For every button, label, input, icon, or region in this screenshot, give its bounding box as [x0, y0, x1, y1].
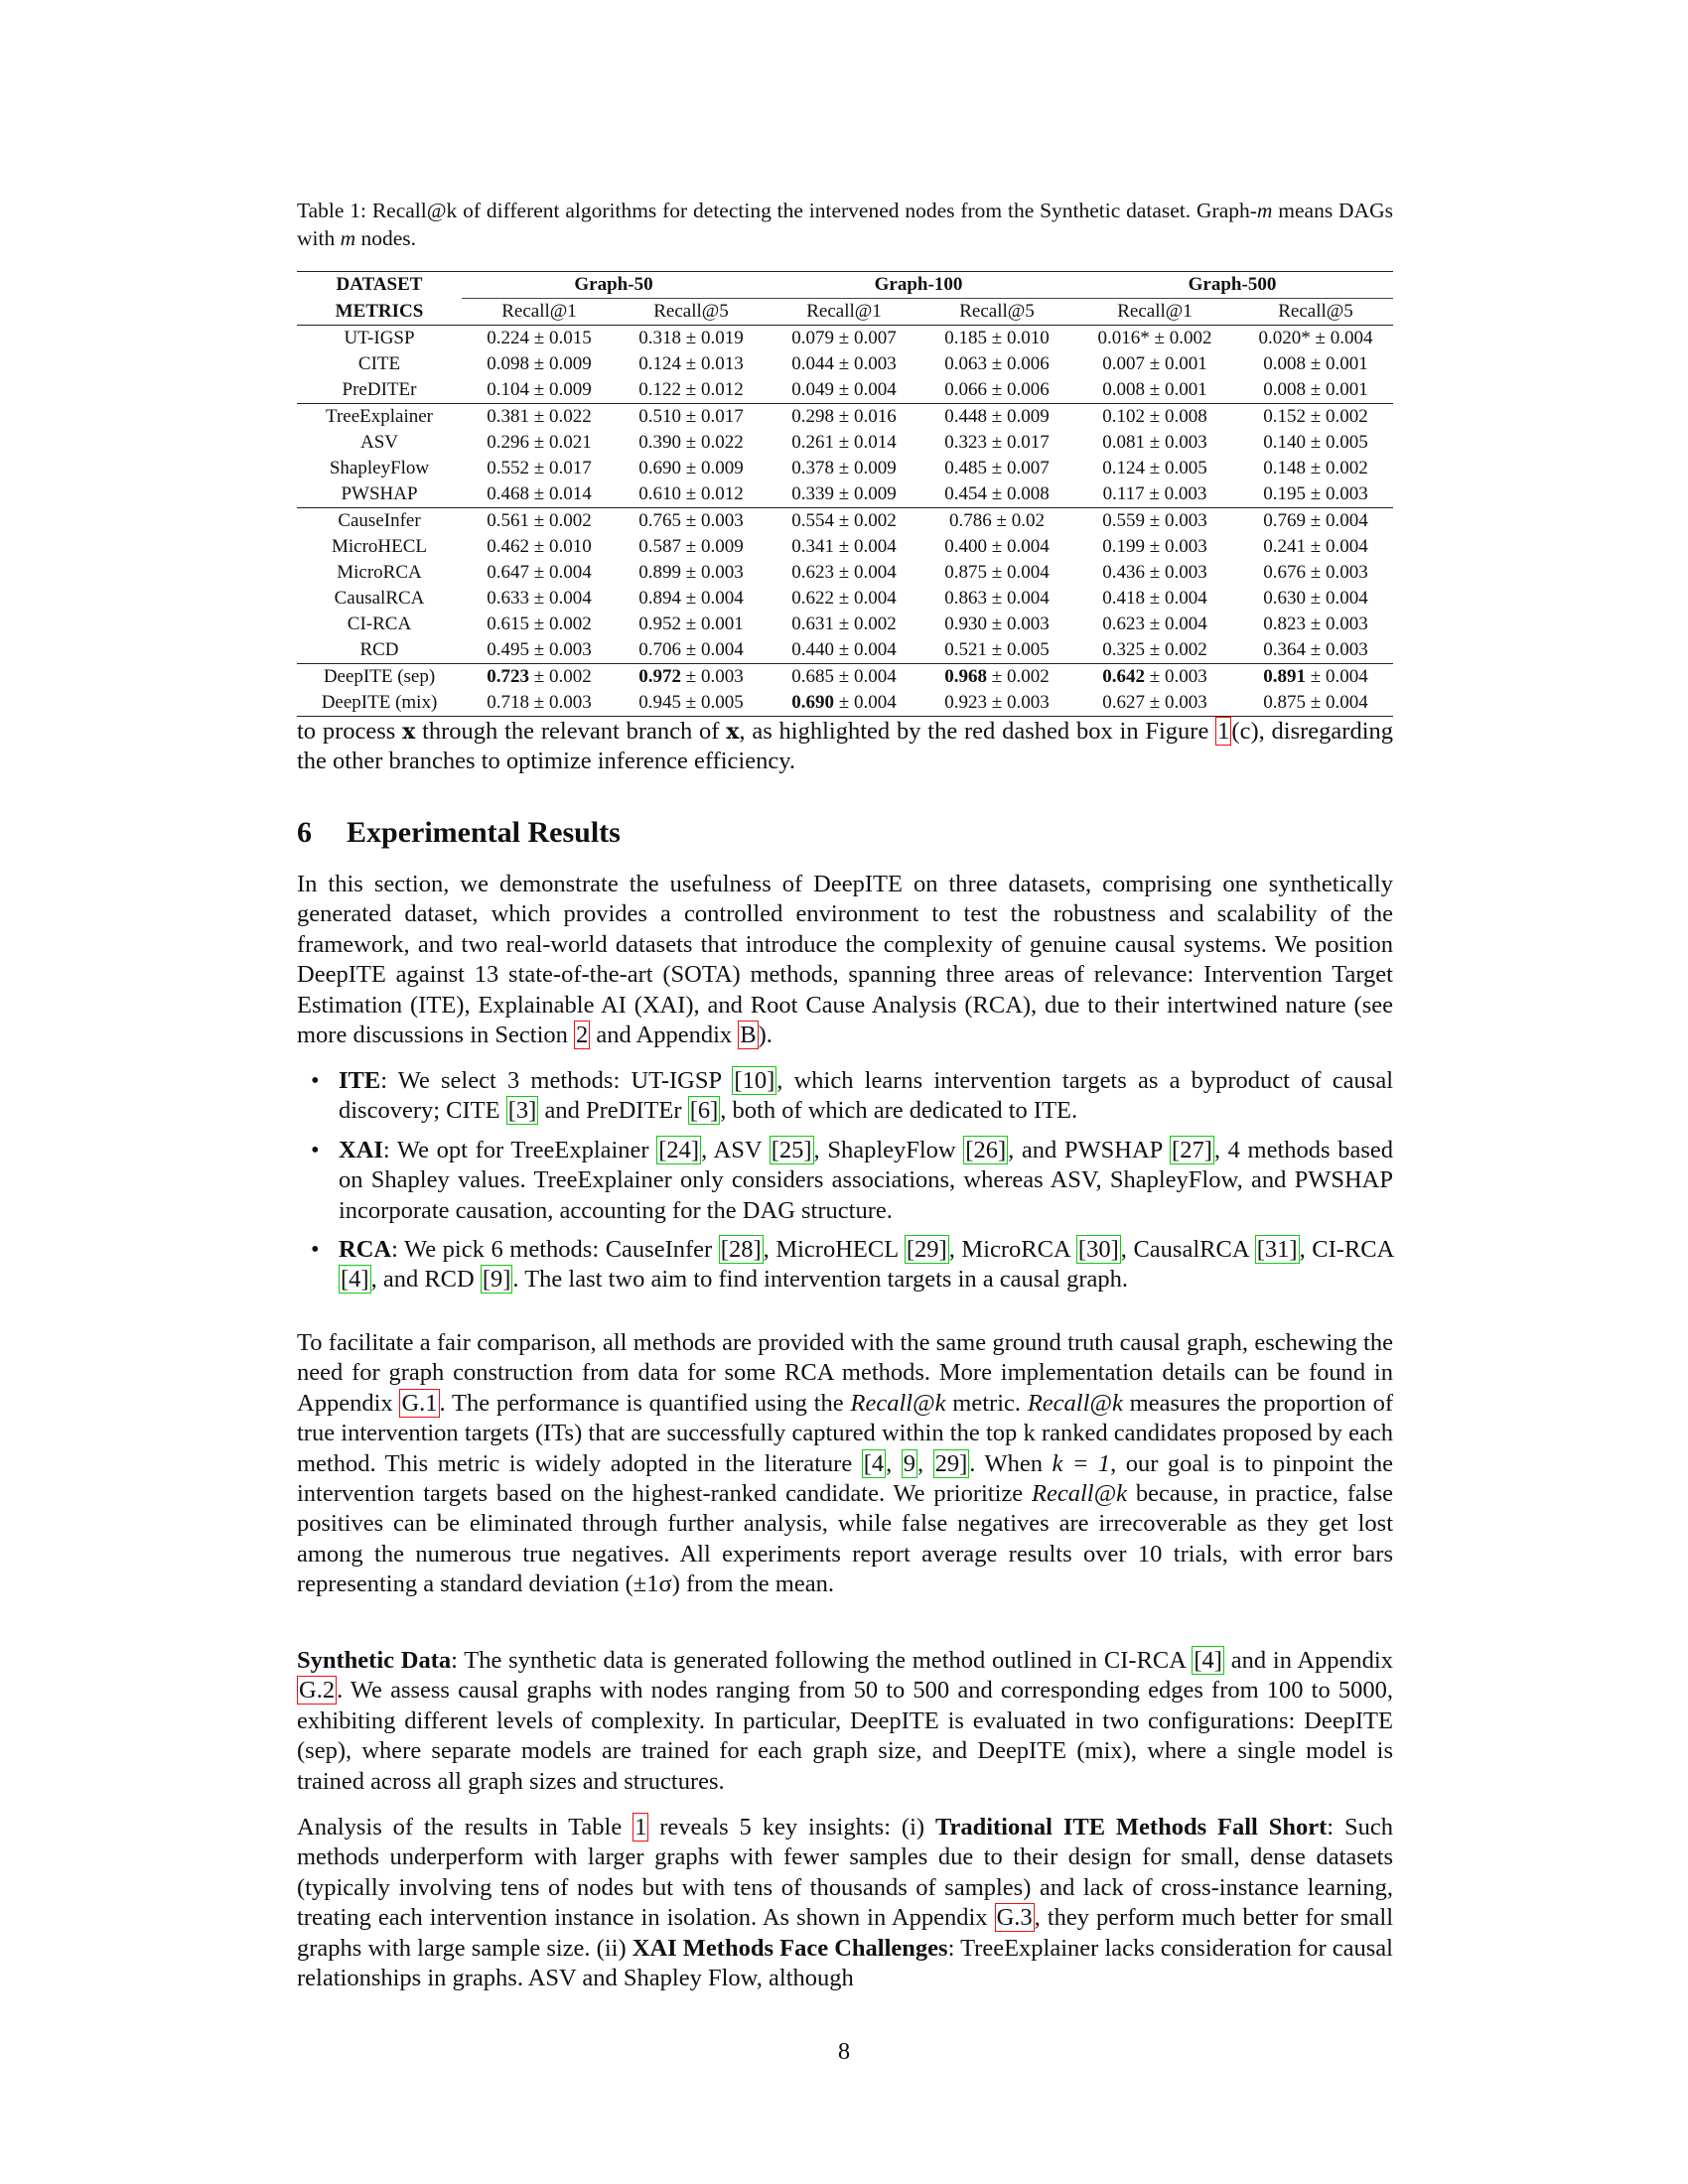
- text: : We pick 6 methods: CauseInfer: [391, 1236, 719, 1264]
- list-item-ite: [297, 1066, 1393, 1127]
- table-cell: 0.436 ± 0.003: [1102, 562, 1207, 583]
- table-cell: 0.325 ± 0.002: [1102, 639, 1207, 660]
- section-title: Experimental Results: [347, 816, 621, 849]
- metric-header: Recall@1: [1071, 299, 1238, 326]
- bullet-icon: •: [311, 1067, 320, 1094]
- table-cell: 0.261 ± 0.014: [791, 432, 897, 453]
- citation-link[interactable]: [6]: [689, 1097, 719, 1125]
- table-cell: 0.152 ± 0.002: [1238, 404, 1393, 431]
- table-cell: 0.400 ± 0.004: [944, 536, 1050, 557]
- text: : We opt for TreeExplainer: [382, 1136, 657, 1163]
- table-cell: 0.875 ± 0.004: [1238, 690, 1393, 717]
- method-name: PWSHAP: [341, 483, 418, 504]
- text: To facilitate a fair comparison, all methods are provided with the same ground truth causal graph, eschewing the need for graph construction from data for some RCA methods. More implementation details can be found in Appendix: [297, 1329, 1393, 1417]
- table-cell: 0.627 ± 0.003: [1071, 690, 1238, 717]
- metrics-header: METRICS: [297, 299, 462, 326]
- appendix-link[interactable]: G.1: [401, 1389, 438, 1417]
- table-cell: 0.468 ± 0.014: [487, 483, 592, 504]
- table-cell: 0.224 ± 0.015: [487, 328, 592, 348]
- table-row: [297, 534, 1393, 560]
- paragraph-head: Synthetic Data: [297, 1647, 452, 1674]
- table-row: [297, 637, 1393, 664]
- table-cell: 0.381 ± 0.022: [462, 404, 617, 431]
- caption-text: nodes.: [355, 226, 417, 250]
- section-link[interactable]: 2: [576, 1022, 589, 1049]
- table-cell: 0.633 ± 0.004: [487, 588, 592, 609]
- table-cell: 0.894 ± 0.004: [638, 588, 744, 609]
- table-cell: 0.339 ± 0.009: [791, 483, 897, 504]
- citation-link[interactable]: [25]: [771, 1136, 812, 1163]
- method-name: CITE: [357, 353, 401, 374]
- group-header: Graph-100: [766, 272, 1071, 299]
- metric-header: Recall@1: [462, 299, 617, 326]
- citation-link[interactable]: [3]: [507, 1097, 537, 1125]
- table-cell: 0.199 ± 0.003: [1102, 536, 1207, 557]
- table-row: [297, 430, 1393, 456]
- table-cell: 0.495 ± 0.003: [487, 639, 592, 660]
- table-cell: 0.066 ± 0.006: [944, 379, 1050, 400]
- citation-link[interactable]: [4]: [341, 1266, 369, 1294]
- results-table: [297, 271, 1393, 717]
- insight-head: XAI Methods Face Challenges: [632, 1934, 948, 1962]
- paragraph-setup: [297, 1328, 1393, 1600]
- table-cell: 0.561 ± 0.002: [462, 508, 617, 535]
- table-cell: 0.079 ± 0.007: [791, 328, 897, 348]
- text: . When: [969, 1449, 1053, 1477]
- bullet-icon: •: [311, 1236, 320, 1264]
- table-cell: 0.341 ± 0.004: [791, 536, 897, 557]
- text: , 4 methods based on Shapley values. TreeExplainer only considers associations, whereas ASV, ShapleyFlow, and PWSHAP incorporate causation, accounting for the DAG structure.: [339, 1136, 1393, 1224]
- method-name: CI-RCA: [347, 614, 412, 634]
- text: , as highlighted by the red dashed box in Figure: [739, 718, 1216, 745]
- table-cell: 0.049 ± 0.004: [791, 379, 897, 400]
- metric-header: Recall@5: [922, 299, 1071, 326]
- metric-name: Recall@k: [1027, 1389, 1123, 1417]
- text: , MicroHECL: [763, 1236, 905, 1264]
- text: : We select 3 methods: UT-IGSP: [380, 1067, 733, 1094]
- paragraph-intro: [297, 870, 1393, 1050]
- text: and PreDITEr: [538, 1097, 688, 1125]
- table-cell: 0.323 ± 0.017: [944, 432, 1050, 453]
- table-row: [297, 351, 1393, 377]
- table-cell: 0.104 ± 0.009: [487, 379, 592, 400]
- table-cell: 0.676 ± 0.003: [1263, 562, 1368, 583]
- table-cell: 0.378 ± 0.009: [791, 458, 897, 478]
- text: , CausalRCA: [1120, 1236, 1255, 1264]
- text: , and RCD: [370, 1266, 481, 1294]
- text: : The synthetic data is generated following the method outlined in CI-RCA: [451, 1647, 1193, 1674]
- text: metric.: [945, 1389, 1028, 1417]
- table-cell: 0.690 ± 0.009: [638, 458, 744, 478]
- table-cell: 0.972 ± 0.003: [617, 664, 766, 691]
- table-cell: 0.647 ± 0.004: [487, 562, 592, 583]
- text: , and PWSHAP: [1008, 1136, 1171, 1163]
- caption-text: means DAGs with: [297, 199, 1393, 250]
- table-cell: 0.685 ± 0.004: [766, 664, 922, 691]
- appendix-link[interactable]: G.3: [996, 1904, 1033, 1932]
- citation-link[interactable]: [10]: [734, 1067, 775, 1094]
- table-cell: 0.631 ± 0.002: [791, 614, 897, 634]
- math-var: x: [402, 719, 416, 745]
- table-cell: 0.875 ± 0.004: [944, 562, 1050, 583]
- list-item-head: RCA: [339, 1236, 392, 1264]
- method-name: ShapleyFlow: [329, 458, 430, 478]
- table-cell: 0.124 ± 0.013: [638, 353, 744, 374]
- metric-header: Recall@5: [1238, 299, 1393, 326]
- text: . We assess causal graphs with nodes ranging from 50 to 500 and corresponding edges from 100 to 5000, exhibiting different levels of complexity. In particular, DeepITE is evaluated in two configurations: DeepITE (sep), where separate models are trained for each graph size, and DeepITE (mix), where a single model is trained across all graph sizes and structures.: [297, 1677, 1393, 1795]
- group-header: Graph-50: [462, 272, 766, 299]
- table-cell: 0.930 ± 0.003: [944, 614, 1050, 634]
- metric-header: Recall@1: [766, 299, 922, 326]
- table-cell: 0.448 ± 0.009: [922, 404, 1071, 431]
- table-cell: 0.630 ± 0.004: [1263, 588, 1368, 609]
- table-row: [297, 481, 1393, 508]
- appendix-link[interactable]: B: [740, 1022, 757, 1049]
- section-heading: [297, 816, 621, 850]
- text: Analysis of the results in Table: [297, 1814, 633, 1841]
- metric-header: Recall@5: [617, 299, 766, 326]
- table-cell: 0.891 ± 0.004: [1238, 664, 1393, 691]
- table-cell: 0.623 ± 0.004: [1102, 614, 1207, 634]
- method-name: PreDITEr: [342, 379, 417, 400]
- table-cell: 0.765 ± 0.003: [617, 508, 766, 535]
- table-cell: 0.615 ± 0.002: [487, 614, 592, 634]
- table-row: [297, 612, 1393, 637]
- table-cell: 0.454 ± 0.008: [944, 483, 1050, 504]
- table-caption: [297, 197, 1393, 252]
- results-table-body: [297, 326, 1393, 717]
- text: : Such methods underperform with larger graphs with fewer samples due to their design for small, dense datasets (typically involving tens of nodes but with tens of thousands of samples) and lack of cross-instance learning, treating each intervention instance in isolation. As shown in Appendix: [297, 1814, 1394, 1932]
- table-cell: 0.769 ± 0.004: [1238, 508, 1393, 535]
- text: , which learns intervention targets as a byproduct of causal discovery; CITE: [339, 1067, 1394, 1125]
- table-cell: 0.968 ± 0.002: [922, 664, 1071, 691]
- table-cell: 0.945 ± 0.005: [617, 690, 766, 717]
- table-cell: 0.718 ± 0.003: [462, 690, 617, 717]
- table-row: [297, 690, 1393, 717]
- text: (c), disregarding the other branches to optimize inference efficiency.: [297, 718, 1393, 775]
- paragraph-synthetic: [297, 1646, 1393, 1797]
- text: , MicroRCA: [948, 1236, 1076, 1264]
- table-cell: 0.140 ± 0.005: [1263, 432, 1368, 453]
- method-name: DeepITE (mix): [297, 690, 462, 717]
- methods-list: [297, 1066, 1393, 1304]
- insight-head: Traditional ITE Methods Fall Short: [934, 1814, 1328, 1841]
- text: to process: [297, 718, 403, 745]
- text: . The performance is quantified using the: [439, 1389, 851, 1417]
- table-cell: 0.081 ± 0.003: [1102, 432, 1207, 453]
- table-cell: 0.559 ± 0.003: [1071, 508, 1238, 535]
- table-cell: 0.148 ± 0.002: [1263, 458, 1368, 478]
- paragraph-continuation: [297, 717, 1393, 777]
- table-row: [297, 377, 1393, 404]
- table-cell: 0.296 ± 0.021: [487, 432, 592, 453]
- table-cell: 0.690 ± 0.004: [766, 690, 922, 717]
- section-number: 6: [297, 816, 312, 849]
- table-cell: 0.016* ± 0.002: [1097, 328, 1212, 348]
- text: In this section, we demonstrate the usefulness of DeepITE on three datasets, comprising one synthetically generated dataset, which provides a controlled environment to test the robustness and scalability of the framework, and two real-world datasets that introduce the complexity of genuine causal systems. We position DeepITE against 13 state-of-the-art (SOTA) methods, spanning three areas of relevance: Intervention Target Estimation (ITE), Explainable AI (XAI), and Root Cause Analysis (RCA), due to their intertwined nature (see more discussions in Section: [297, 871, 1393, 1049]
- citation-link[interactable]: [4]: [1194, 1647, 1222, 1674]
- text: , ASV: [701, 1136, 770, 1163]
- dataset-header: DATASET: [297, 272, 462, 299]
- table-cell: 0.462 ± 0.010: [487, 536, 592, 557]
- text: , ShapleyFlow: [813, 1136, 964, 1163]
- text: ).: [758, 1022, 773, 1049]
- text: : TreeExplainer lacks consideration for causal relationships in graphs. ASV and Shapley Flow, although: [297, 1934, 1393, 1992]
- text: because, in practice, false positives can be eliminated through further analysis, while false negatives are irrecoverable as they get lost among the numerous true negatives. All experiments report average results over 10 trials, with error bars representing a standard deviation (±1σ) from the mean.: [297, 1480, 1393, 1598]
- method-name: DeepITE (sep): [297, 664, 462, 691]
- table-row: [297, 586, 1393, 612]
- table-cell: 0.008 ± 0.001: [1102, 379, 1207, 400]
- table-cell: 0.124 ± 0.005: [1102, 458, 1207, 478]
- table-cell: 0.552 ± 0.017: [487, 458, 592, 478]
- list-item-xai: [297, 1136, 1393, 1226]
- table-cell: 0.642 ± 0.003: [1071, 664, 1238, 691]
- table-cell: 0.185 ± 0.010: [944, 328, 1050, 348]
- table-row: [297, 508, 1393, 535]
- text: ,: [886, 1449, 902, 1477]
- list-item-rca: [297, 1235, 1393, 1296]
- citation-link[interactable]: [4: [863, 1449, 885, 1477]
- table-cell: 0.195 ± 0.003: [1263, 483, 1368, 504]
- table-cell: 0.122 ± 0.012: [638, 379, 744, 400]
- table-cell: 0.485 ± 0.007: [944, 458, 1050, 478]
- table-cell: 0.063 ± 0.006: [944, 353, 1050, 374]
- caption-text: Table 1: Recall@k of different algorithms for detecting the intervened nodes from the Synthetic dataset. Graph-: [297, 199, 1257, 222]
- table-cell: 0.007 ± 0.001: [1102, 353, 1207, 374]
- paragraph-analysis: [297, 1813, 1393, 1993]
- metric-name: Recall@k: [850, 1389, 946, 1417]
- table-cell: 0.418 ± 0.004: [1102, 588, 1207, 609]
- table-cell: 0.020* ± 0.004: [1258, 328, 1373, 348]
- table-cell: 0.102 ± 0.008: [1071, 404, 1238, 431]
- text: through the relevant branch of: [415, 718, 727, 745]
- citation-link[interactable]: 29]: [934, 1449, 968, 1477]
- table-cell: 0.610 ± 0.012: [638, 483, 744, 504]
- math-expression: k = 1: [1052, 1449, 1111, 1477]
- table-cell: 0.298 ± 0.016: [766, 404, 922, 431]
- method-name: MicroHECL: [331, 536, 428, 557]
- method-name: CauseInfer: [297, 508, 462, 535]
- table-cell: 0.786 ± 0.02: [922, 508, 1071, 535]
- table-row: [297, 560, 1393, 586]
- table-cell: 0.554 ± 0.002: [766, 508, 922, 535]
- citation-link[interactable]: [30]: [1077, 1236, 1119, 1264]
- page-number: 8: [837, 2038, 851, 2065]
- citation-link[interactable]: [9]: [482, 1266, 511, 1294]
- text: , they perform much better for small graphs with large sample size. (ii): [297, 1904, 1393, 1962]
- table-cell: 0.318 ± 0.019: [638, 328, 744, 348]
- table-row: [297, 664, 1393, 691]
- table-cell: 0.952 ± 0.001: [638, 614, 744, 634]
- method-name: CausalRCA: [334, 588, 425, 609]
- method-name: TreeExplainer: [297, 404, 462, 431]
- table-cell: 0.723 ± 0.002: [462, 664, 617, 691]
- table-cell: 0.241 ± 0.004: [1263, 536, 1368, 557]
- table-cell: 0.117 ± 0.003: [1102, 483, 1207, 504]
- table-cell: 0.098 ± 0.009: [487, 353, 592, 374]
- method-name: MicroRCA: [337, 562, 422, 583]
- table-row: [297, 456, 1393, 481]
- table-row: [297, 404, 1393, 431]
- table-row: [297, 326, 1393, 352]
- text: reveals 5 key insights: (i): [648, 1814, 935, 1841]
- table-cell: 0.510 ± 0.017: [617, 404, 766, 431]
- citation-link[interactable]: [28]: [720, 1236, 762, 1264]
- text: , CI-RCA: [1299, 1236, 1393, 1264]
- text: ,: [917, 1449, 933, 1477]
- table-cell: 0.440 ± 0.004: [791, 639, 897, 660]
- table-cell: 0.587 ± 0.009: [638, 536, 744, 557]
- table-cell: 0.706 ± 0.004: [638, 639, 744, 660]
- list-item-head: ITE: [339, 1067, 381, 1094]
- citation-link[interactable]: [29]: [906, 1236, 947, 1264]
- table-cell: 0.622 ± 0.004: [791, 588, 897, 609]
- bullet-icon: •: [311, 1136, 320, 1163]
- citation-link[interactable]: [26]: [965, 1136, 1007, 1163]
- table-cell: 0.390 ± 0.022: [638, 432, 744, 453]
- method-name: UT-IGSP: [344, 328, 415, 348]
- table-cell: 0.623 ± 0.004: [791, 562, 897, 583]
- caption-var: m: [340, 226, 356, 250]
- table-cell: 0.823 ± 0.003: [1263, 614, 1368, 634]
- table-cell: 0.521 ± 0.005: [944, 639, 1050, 660]
- appendix-link[interactable]: G.2: [299, 1677, 336, 1705]
- citation-link[interactable]: [31]: [1256, 1236, 1298, 1264]
- table-link[interactable]: 1: [634, 1814, 647, 1841]
- list-item-head: XAI: [339, 1136, 383, 1163]
- table-cell: 0.008 ± 0.001: [1263, 379, 1368, 400]
- table-cell: 0.044 ± 0.003: [791, 353, 897, 374]
- metric-name: Recall@k: [1032, 1480, 1128, 1508]
- citation-link[interactable]: [24]: [658, 1136, 700, 1163]
- table-cell: 0.008 ± 0.001: [1263, 353, 1368, 374]
- text: measures the proportion of true intervention targets (ITs) that are successfully captured within the top k ranked candidates proposed by each method. This metric is widely adopted in the literature: [297, 1389, 1394, 1477]
- text: and in Appendix: [1223, 1647, 1393, 1674]
- math-var: x: [726, 719, 740, 745]
- citation-link[interactable]: 9: [903, 1449, 915, 1477]
- table-cell: 0.899 ± 0.003: [638, 562, 744, 583]
- table-cell: 0.923 ± 0.003: [922, 690, 1071, 717]
- caption-var: m: [1256, 199, 1273, 222]
- method-name: ASV: [359, 432, 398, 453]
- text: , our goal is to pinpoint the intervention targets based on the highest-ranked candidate. We prioritize: [297, 1449, 1394, 1508]
- group-header: Graph-500: [1071, 272, 1393, 299]
- table-cell: 0.364 ± 0.003: [1263, 639, 1368, 660]
- text: and Appendix: [590, 1022, 739, 1049]
- table-cell: 0.863 ± 0.004: [944, 588, 1050, 609]
- text: , both of which are dedicated to ITE.: [720, 1097, 1078, 1125]
- text: . The last two aim to find intervention targets in a causal graph.: [512, 1266, 1129, 1294]
- figure-link[interactable]: 1: [1217, 718, 1230, 745]
- method-name: RCD: [359, 639, 399, 660]
- citation-link[interactable]: [27]: [1172, 1136, 1212, 1163]
